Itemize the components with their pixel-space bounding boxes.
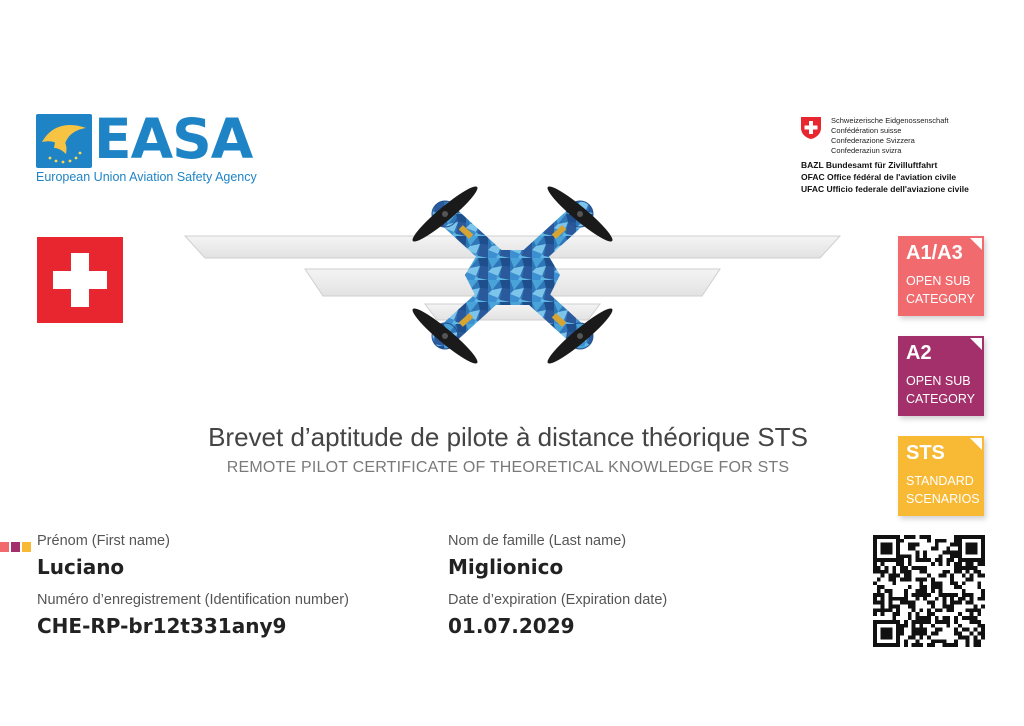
category-description (906, 272, 975, 308)
category-description (906, 472, 980, 508)
category-line: CATEGORY (906, 292, 975, 306)
expiry-label: Date d’expiration (Expiration date) (448, 592, 668, 608)
category-line: STANDARD (906, 474, 974, 488)
confederation-line: Confederaziun svizra (831, 146, 902, 155)
office-line: OFAC Office fédéral de l'aviation civile (801, 172, 957, 182)
first-name-value: Luciano (37, 555, 125, 579)
corner-fold-icon (970, 238, 982, 250)
corner-fold-icon (970, 338, 982, 350)
first-name-label: Prénom (First name) (37, 533, 170, 549)
easa-bird-icon (36, 114, 92, 168)
category-line: OPEN SUB (906, 274, 971, 288)
confederation-line: Confédération suisse (831, 126, 902, 135)
last-name-value: Miglionico (448, 555, 564, 579)
corner-fold-icon (970, 438, 982, 450)
swiss-flag-icon (37, 237, 123, 323)
category-badge-sts (898, 436, 984, 516)
category-line: OPEN SUB (906, 374, 971, 388)
category-code: STS (906, 442, 945, 464)
last-name-label: Nom de famille (Last name) (448, 533, 627, 549)
confederation-line: Confederazione Svizzera (831, 136, 915, 145)
category-description (906, 372, 975, 408)
color-marker (0, 537, 34, 547)
id-number-label: Numéro d’enregistrement (Identification number) (37, 592, 349, 608)
category-line: SCENARIOS (906, 492, 980, 506)
certificate-title (0, 422, 1024, 453)
certificate-title-fr: Brevet d’aptitude de pilote à distance théorique STS (208, 422, 808, 452)
office-line: UFAC Ufficio federale dell'aviazione civile (801, 184, 969, 194)
easa-wordmark: EASA (94, 107, 253, 171)
expiry-value: 01.07.2029 (448, 614, 575, 638)
category-badge-a1a3 (898, 236, 984, 316)
category-line: CATEGORY (906, 392, 975, 406)
easa-subtitle: European Union Aviation Safety Agency (36, 170, 257, 184)
drone-illustration (180, 170, 844, 395)
id-number-value: CHE-RP-br12t331any9 (37, 614, 287, 638)
confederation-line: Schweizerische Eidgenossenschaft (831, 116, 949, 125)
category-badge-a2 (898, 336, 984, 416)
swiss-shield-icon (800, 116, 822, 140)
category-code: A2 (906, 342, 932, 364)
category-code: A1/A3 (906, 242, 963, 264)
certificate-subtitle (0, 459, 1024, 477)
office-line: BAZL Bundesamt für Zivilluftfahrt (801, 160, 938, 170)
qr-code-icon (873, 535, 985, 647)
certificate-title-en: REMOTE PILOT CERTIFICATE OF THEORETICAL KNOWLEDGE FOR STS (226, 459, 790, 476)
